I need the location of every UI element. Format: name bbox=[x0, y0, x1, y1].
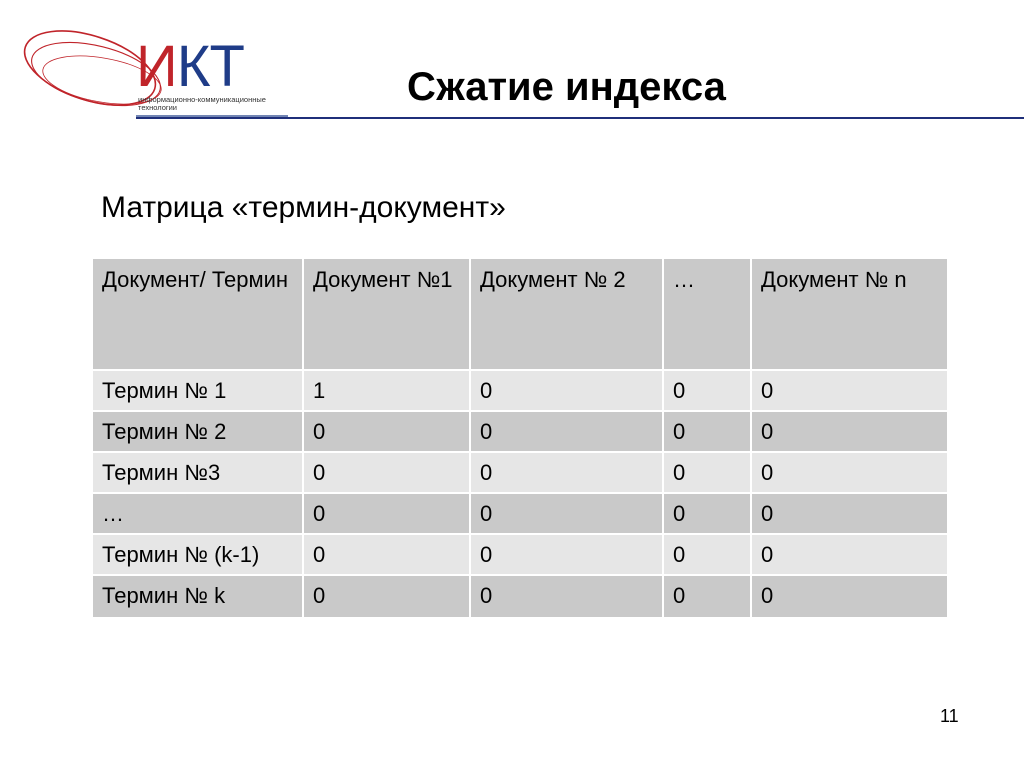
table-cell: 0 bbox=[752, 576, 947, 617]
table-row bbox=[93, 412, 947, 453]
header-cell: Документ № n bbox=[752, 259, 947, 371]
row-label-cell: … bbox=[93, 494, 304, 535]
table-cell: 0 bbox=[304, 412, 471, 453]
table-row bbox=[93, 453, 947, 494]
table-cell: 1 bbox=[304, 371, 471, 412]
table-cell: 0 bbox=[664, 535, 752, 576]
table-header-row bbox=[93, 259, 947, 371]
slide-subtitle: Матрица «термин-документ» bbox=[101, 191, 506, 224]
table-cell: 0 bbox=[471, 412, 664, 453]
table-row bbox=[93, 576, 947, 617]
table-cell: 0 bbox=[471, 453, 664, 494]
header-cell: … bbox=[664, 259, 752, 371]
logo-letter-red: И bbox=[136, 34, 177, 99]
table-cell: 0 bbox=[471, 535, 664, 576]
title-divider bbox=[136, 117, 1024, 119]
row-label-cell: Термин № (k-1) bbox=[93, 535, 304, 576]
ikt-logo bbox=[18, 24, 318, 124]
table-cell: 0 bbox=[752, 453, 947, 494]
table-row bbox=[93, 371, 947, 412]
row-label-cell: Термин №3 bbox=[93, 453, 304, 494]
table-cell: 0 bbox=[664, 576, 752, 617]
header-cell: Документ №1 bbox=[304, 259, 471, 371]
table-cell: 0 bbox=[471, 576, 664, 617]
logo-subtitle bbox=[138, 96, 308, 112]
logo-wordmark bbox=[136, 34, 244, 99]
row-label-cell: Термин № 1 bbox=[93, 371, 304, 412]
table-cell: 0 bbox=[664, 494, 752, 535]
logo-subtitle-line1: информационно-коммуникационные bbox=[138, 95, 266, 104]
row-label-cell: Термин № 2 bbox=[93, 412, 304, 453]
slide-title: Сжатие индекса bbox=[407, 65, 726, 109]
table-cell: 0 bbox=[471, 494, 664, 535]
table-cell: 0 bbox=[752, 412, 947, 453]
page-number: 11 bbox=[940, 706, 959, 726]
table-row bbox=[93, 535, 947, 576]
term-document-matrix bbox=[93, 259, 947, 617]
table-cell: 0 bbox=[664, 412, 752, 453]
table-cell: 0 bbox=[304, 494, 471, 535]
table-cell: 0 bbox=[304, 576, 471, 617]
table-cell: 0 bbox=[752, 494, 947, 535]
table-cell: 0 bbox=[664, 453, 752, 494]
table-cell: 0 bbox=[752, 535, 947, 576]
logo-subtitle-line2: технологии bbox=[138, 103, 178, 112]
logo-letters-blue: КТ bbox=[176, 34, 244, 99]
header-cell: Документ № 2 bbox=[471, 259, 664, 371]
table-row bbox=[93, 494, 947, 535]
table-cell: 0 bbox=[471, 371, 664, 412]
row-label-cell: Термин № k bbox=[93, 576, 304, 617]
table-cell: 0 bbox=[752, 371, 947, 412]
table-cell: 0 bbox=[664, 371, 752, 412]
table-cell: 0 bbox=[304, 453, 471, 494]
table-cell: 0 bbox=[304, 535, 471, 576]
header-cell: Документ/ Термин bbox=[93, 259, 304, 371]
